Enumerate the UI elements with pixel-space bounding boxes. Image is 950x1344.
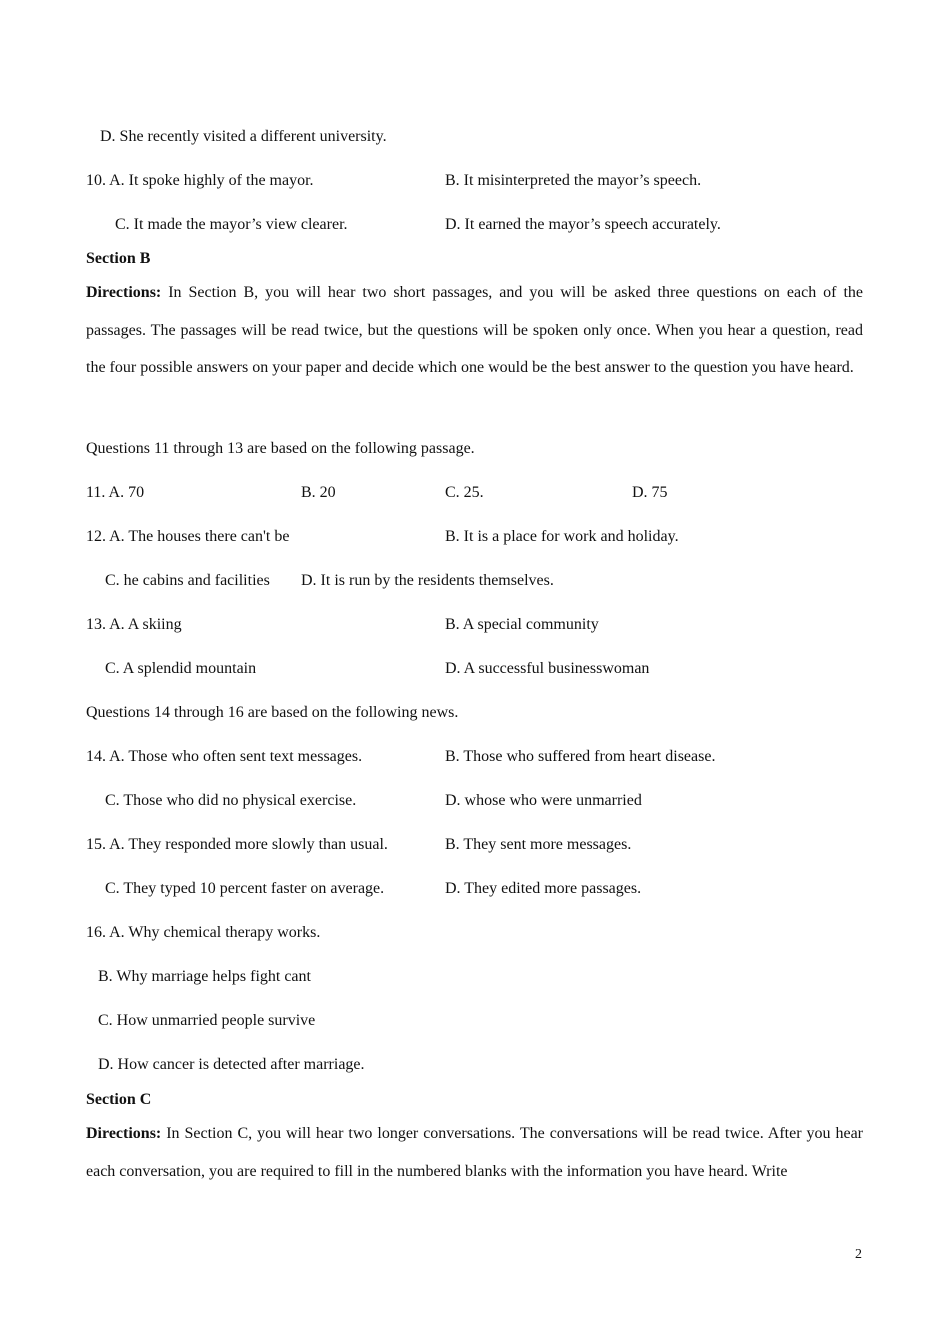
q16-option-b: B. Why marriage helps fight cant <box>98 968 311 985</box>
section-c-directions-text: In Section C, you will hear two longer conversations. The conversations will be read twice. After you hear each conversation, you are required to fill in the numbered blanks with the information you have heard. Write <box>86 1125 863 1180</box>
q12-option-b: B. It is a place for work and holiday. <box>445 528 679 545</box>
q14-option-b: B. Those who suffered from heart disease. <box>445 748 716 765</box>
q16-option-d: D. How cancer is detected after marriage. <box>98 1056 365 1073</box>
q11-option-b: B. 20 <box>301 484 336 501</box>
section-c-directions <box>86 1115 863 1190</box>
q9-option-d: D. She recently visited a different university. <box>100 128 387 145</box>
q11-option-d: D. 75 <box>632 484 668 501</box>
q15-option-a: 15. A. They responded more slowly than usual. <box>86 836 388 853</box>
section-c-directions-label: Directions: <box>86 1125 162 1142</box>
questions-14-16-intro: Questions 14 through 16 are based on the following news. <box>86 704 459 721</box>
q10-option-c: C. It made the mayor’s view clearer. <box>115 216 348 233</box>
section-b-directions <box>86 274 863 387</box>
section-b-directions-label: Directions: <box>86 284 162 301</box>
section-c-heading: Section C <box>86 1091 152 1108</box>
q11-option-c: C. 25. <box>445 484 484 501</box>
q15-option-c: C. They typed 10 percent faster on average. <box>105 880 385 897</box>
q13-option-c: C. A splendid mountain <box>105 660 257 677</box>
q14-option-d: D. whose who were unmarried <box>445 792 642 809</box>
q16-option-c: C. How unmarried people survive <box>98 1012 316 1029</box>
q10-option-b: B. It misinterpreted the mayor’s speech. <box>445 172 702 189</box>
q16-option-a: 16. A. Why chemical therapy works. <box>86 924 321 941</box>
questions-11-13-intro: Questions 11 through 13 are based on the following passage. <box>86 440 475 457</box>
q13-option-b: B. A special community <box>445 616 599 633</box>
section-b-directions-text: In Section B, you will hear two short passages, and you will be asked three questions on each of the passages. The passages will be read twice, but the questions will be spoken only once. When you hear a question, read the four possible answers on your paper and decide which one would be the best answer to the question you have heard. <box>86 284 863 376</box>
q15-option-b: B. They sent more messages. <box>445 836 632 853</box>
page-number: 2 <box>855 1247 862 1262</box>
q12-option-d: D. It is run by the residents themselves. <box>301 572 554 589</box>
q13-option-d: D. A successful businesswoman <box>445 660 650 677</box>
q11-option-a: 11. A. 70 <box>86 484 145 501</box>
q14-option-a: 14. A. Those who often sent text messages. <box>86 748 363 765</box>
q10-option-a: 10. A. It spoke highly of the mayor. <box>86 172 314 189</box>
q12-option-c: C. he cabins and facilities <box>105 572 270 589</box>
q14-option-c: C. Those who did no physical exercise. <box>105 792 357 809</box>
q15-option-d: D. They edited more passages. <box>445 880 642 897</box>
q13-option-a: 13. A. A skiing <box>86 616 182 633</box>
q10-option-d: D. It earned the mayor’s speech accurately. <box>445 216 721 233</box>
q12-option-a: 12. A. The houses there can't be <box>86 528 290 545</box>
section-b-heading: Section B <box>86 250 151 267</box>
